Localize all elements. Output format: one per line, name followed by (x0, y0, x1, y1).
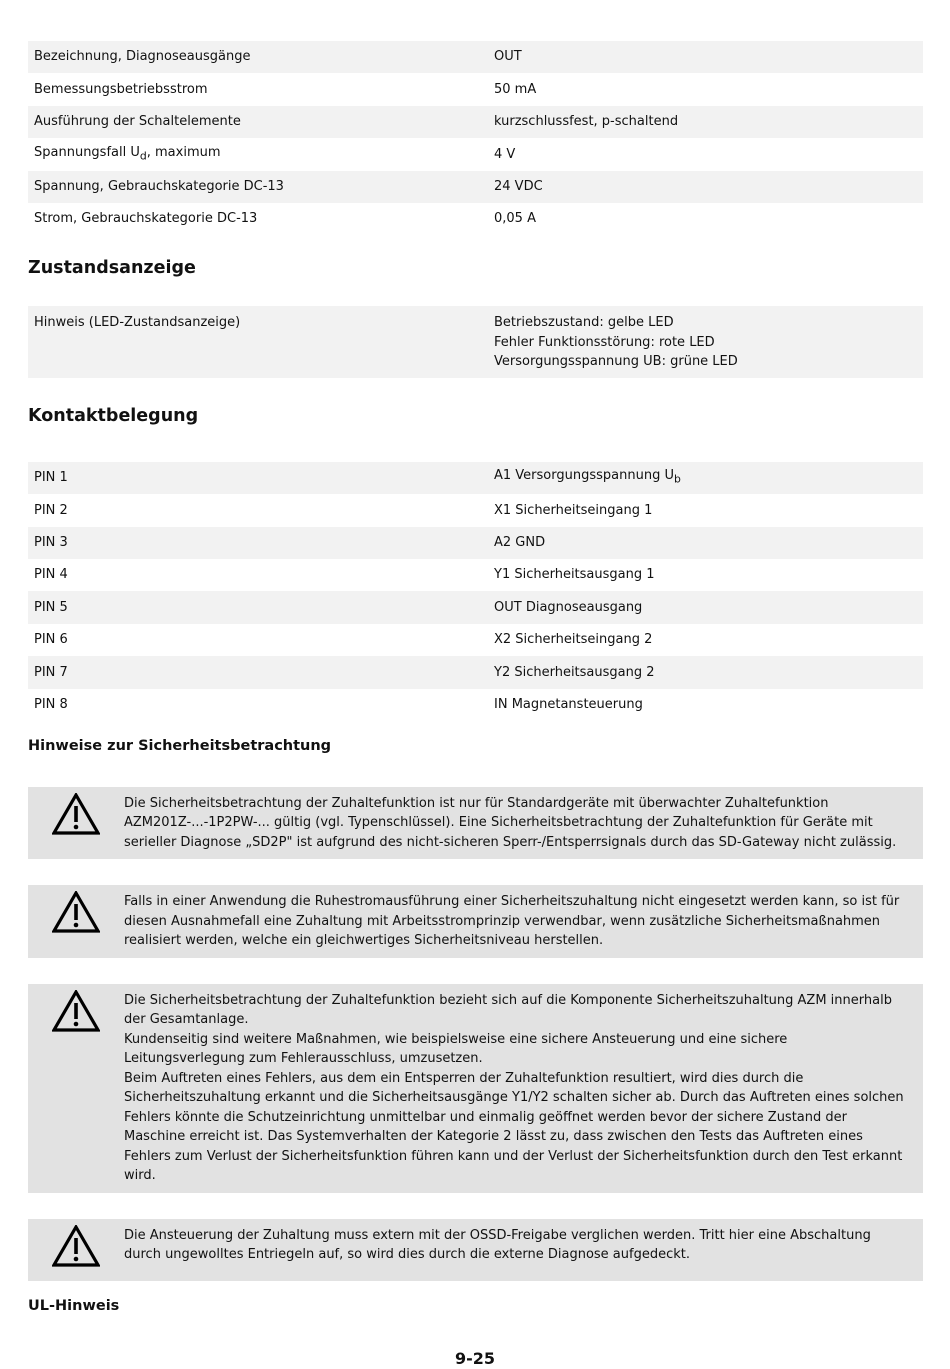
page-number: 9-25 (454, 1349, 496, 1368)
pin-label: PIN 6 (34, 632, 68, 648)
notice-text: Die Ansteuerung der Zuhaltung muss extern mit der OSSD-Freigabe verglichen werden. Tritt hier eine Abschaltung durch ungewolltes Entriegeln auf, so wird dies durch die externe Diagnose aufgedeckt. (124, 1227, 871, 1263)
row-label (28, 138, 488, 170)
table-row (28, 527, 923, 559)
pin-value: OUT Diagnoseausgang (488, 591, 923, 623)
table-row (28, 656, 923, 688)
warning-icon (52, 891, 100, 933)
pin-value: X2 Sicherheitseingang 2 (494, 632, 653, 648)
row-label: Ausführung der Schaltelemente (28, 106, 488, 138)
section-heading-status: Zustandsanzeige (28, 258, 196, 279)
row-label: Bemessungsbetriebsstrom (34, 81, 208, 97)
row-value: 24 VDC (488, 171, 923, 203)
label-subscript: d (139, 149, 147, 163)
status-table (28, 306, 923, 378)
label-text: Spannungsfall U (34, 144, 140, 160)
row-label: Strom, Gebrauchskategorie DC-13 (34, 211, 258, 227)
led-line: Fehler Funktionsstörung: rote LED (494, 334, 715, 350)
led-line: Betriebszustand: gelbe LED (494, 315, 674, 331)
table-row (28, 624, 923, 656)
pin-label: PIN 8 (34, 697, 68, 713)
diagnostic-output-table (28, 41, 923, 235)
notice-text: Kundenseitig sind weitere Maßnahmen, wie beispielsweise eine sichere Ansteuerung und eine sichere Leitungsverlegung zum Fehlerausschluss, umzusetzen. (124, 1031, 788, 1067)
section-heading-pins: Kontaktbelegung (28, 405, 199, 426)
table-row (28, 106, 923, 138)
table-row (28, 689, 923, 721)
table-row (28, 203, 923, 235)
table-row (28, 41, 923, 73)
row-value: kurzschlussfest, p-schaltend (488, 106, 923, 138)
table-row (28, 171, 923, 203)
warning-icon (52, 793, 100, 835)
document-page (28, 41, 923, 1314)
warning-icon (52, 990, 100, 1032)
row-label: Spannung, Gebrauchskategorie DC-13 (28, 171, 488, 203)
warning-icon (52, 1225, 100, 1267)
row-label: Hinweis (LED-Zustandsanzeige) (28, 306, 488, 378)
pin-value: A2 GND (488, 527, 923, 559)
led-line: Versorgungsspannung UB: grüne LED (494, 354, 738, 370)
row-value (488, 306, 923, 378)
section-heading-ul: UL-Hinweis (28, 1297, 120, 1314)
safety-notice (28, 885, 923, 958)
pin-label: PIN 4 (34, 567, 68, 583)
pin-value: X1 Sicherheitseingang 1 (494, 502, 653, 518)
table-row (28, 306, 923, 378)
pin-label: PIN 1 (28, 462, 488, 494)
table-row (28, 494, 923, 526)
pin-value: Y2 Sicherheitsausgang 2 (488, 656, 923, 688)
pin-value: Y1 Sicherheitsausgang 1 (494, 567, 655, 583)
table-row (28, 73, 923, 105)
safety-notice (28, 1219, 923, 1281)
notice-text: Beim Auftreten eines Fehlers, aus dem ein Entsperren der Zuhaltefunktion resultiert, wird dies durch die Sicherheitszuhaltung erkannt und die Sicherheitsausgänge Y1/Y2 schalten sicher ab. Durch das Auftreten eines solchen Fehlers könnte die Schutzeinrichtung unmittelbar und einmalig geöffnet werden bevor der sichere Zustand der Maschine erreicht ist. Das Systemverhalten der Kategorie 2 lässt zu, dass zwischen den Tests das Auftreten eines Fehlers zum Verlust der Sicherheitsfunktion führen kann und der Verlust der Sicherheitsfunktion durch den Test erkannt wird. (124, 1070, 904, 1184)
pin-value (488, 462, 923, 494)
table-row (28, 559, 923, 591)
notice-text: Die Sicherheitsbetrachtung der Zuhaltefunktion ist nur für Standardgeräte mit überwachter Zuhaltefunktion AZM201Z-...-1P2PW-... gültig (vgl. Typenschlüssel). Eine Sicherheitsbetrachtung der Zuhaltefunktion für Geräte mit serieller Diagnose „SD2P" ist aufgrund des nicht-sicheren Sperr-/Entsperrsignals durch das SD-Gateway nicht zulässig. (124, 795, 897, 850)
pin-label: PIN 7 (28, 656, 488, 688)
row-value: 0,05 A (494, 211, 536, 227)
pin-value: IN Magnetansteuerung (494, 697, 643, 713)
pin-subscript: b (673, 473, 681, 487)
pin-label: PIN 5 (28, 591, 488, 623)
pin-text: A1 Versorgungsspannung U (494, 468, 674, 484)
notice-text: Falls in einer Anwendung die Ruhestromausführung einer Sicherheitszuhaltung nicht eingesetzt werden kann, so ist für diesen Ausnahmefall eine Zuhaltung mit Arbeitsstromprinzip verwendbar, wenn zusätzliche Sicherheitsmaßnahmen realisiert werden, welche ein gleichwertiges Sicherheitsniveau herstellen. (124, 894, 900, 949)
table-row (28, 462, 923, 494)
table-row (28, 138, 923, 170)
table-row (28, 591, 923, 623)
notice-text: Die Sicherheitsbetrachtung der Zuhaltefunktion bezieht sich auf die Komponente Sicherheitszuhaltung AZM innerhalb der Gesamtanlage. (124, 992, 892, 1028)
pin-label: PIN 2 (34, 502, 68, 518)
row-value: 4 V (494, 146, 516, 162)
safety-notice (28, 787, 923, 860)
pin-label: PIN 3 (28, 527, 488, 559)
row-value: 50 mA (494, 81, 537, 97)
pin-assignment-table (28, 462, 923, 721)
row-label: Bezeichnung, Diagnoseausgänge (28, 41, 488, 73)
label-text: , maximum (146, 144, 221, 160)
row-value: OUT (488, 41, 923, 73)
safety-notice (28, 984, 923, 1193)
section-heading-safety: Hinweise zur Sicherheitsbetrachtung (28, 737, 332, 754)
